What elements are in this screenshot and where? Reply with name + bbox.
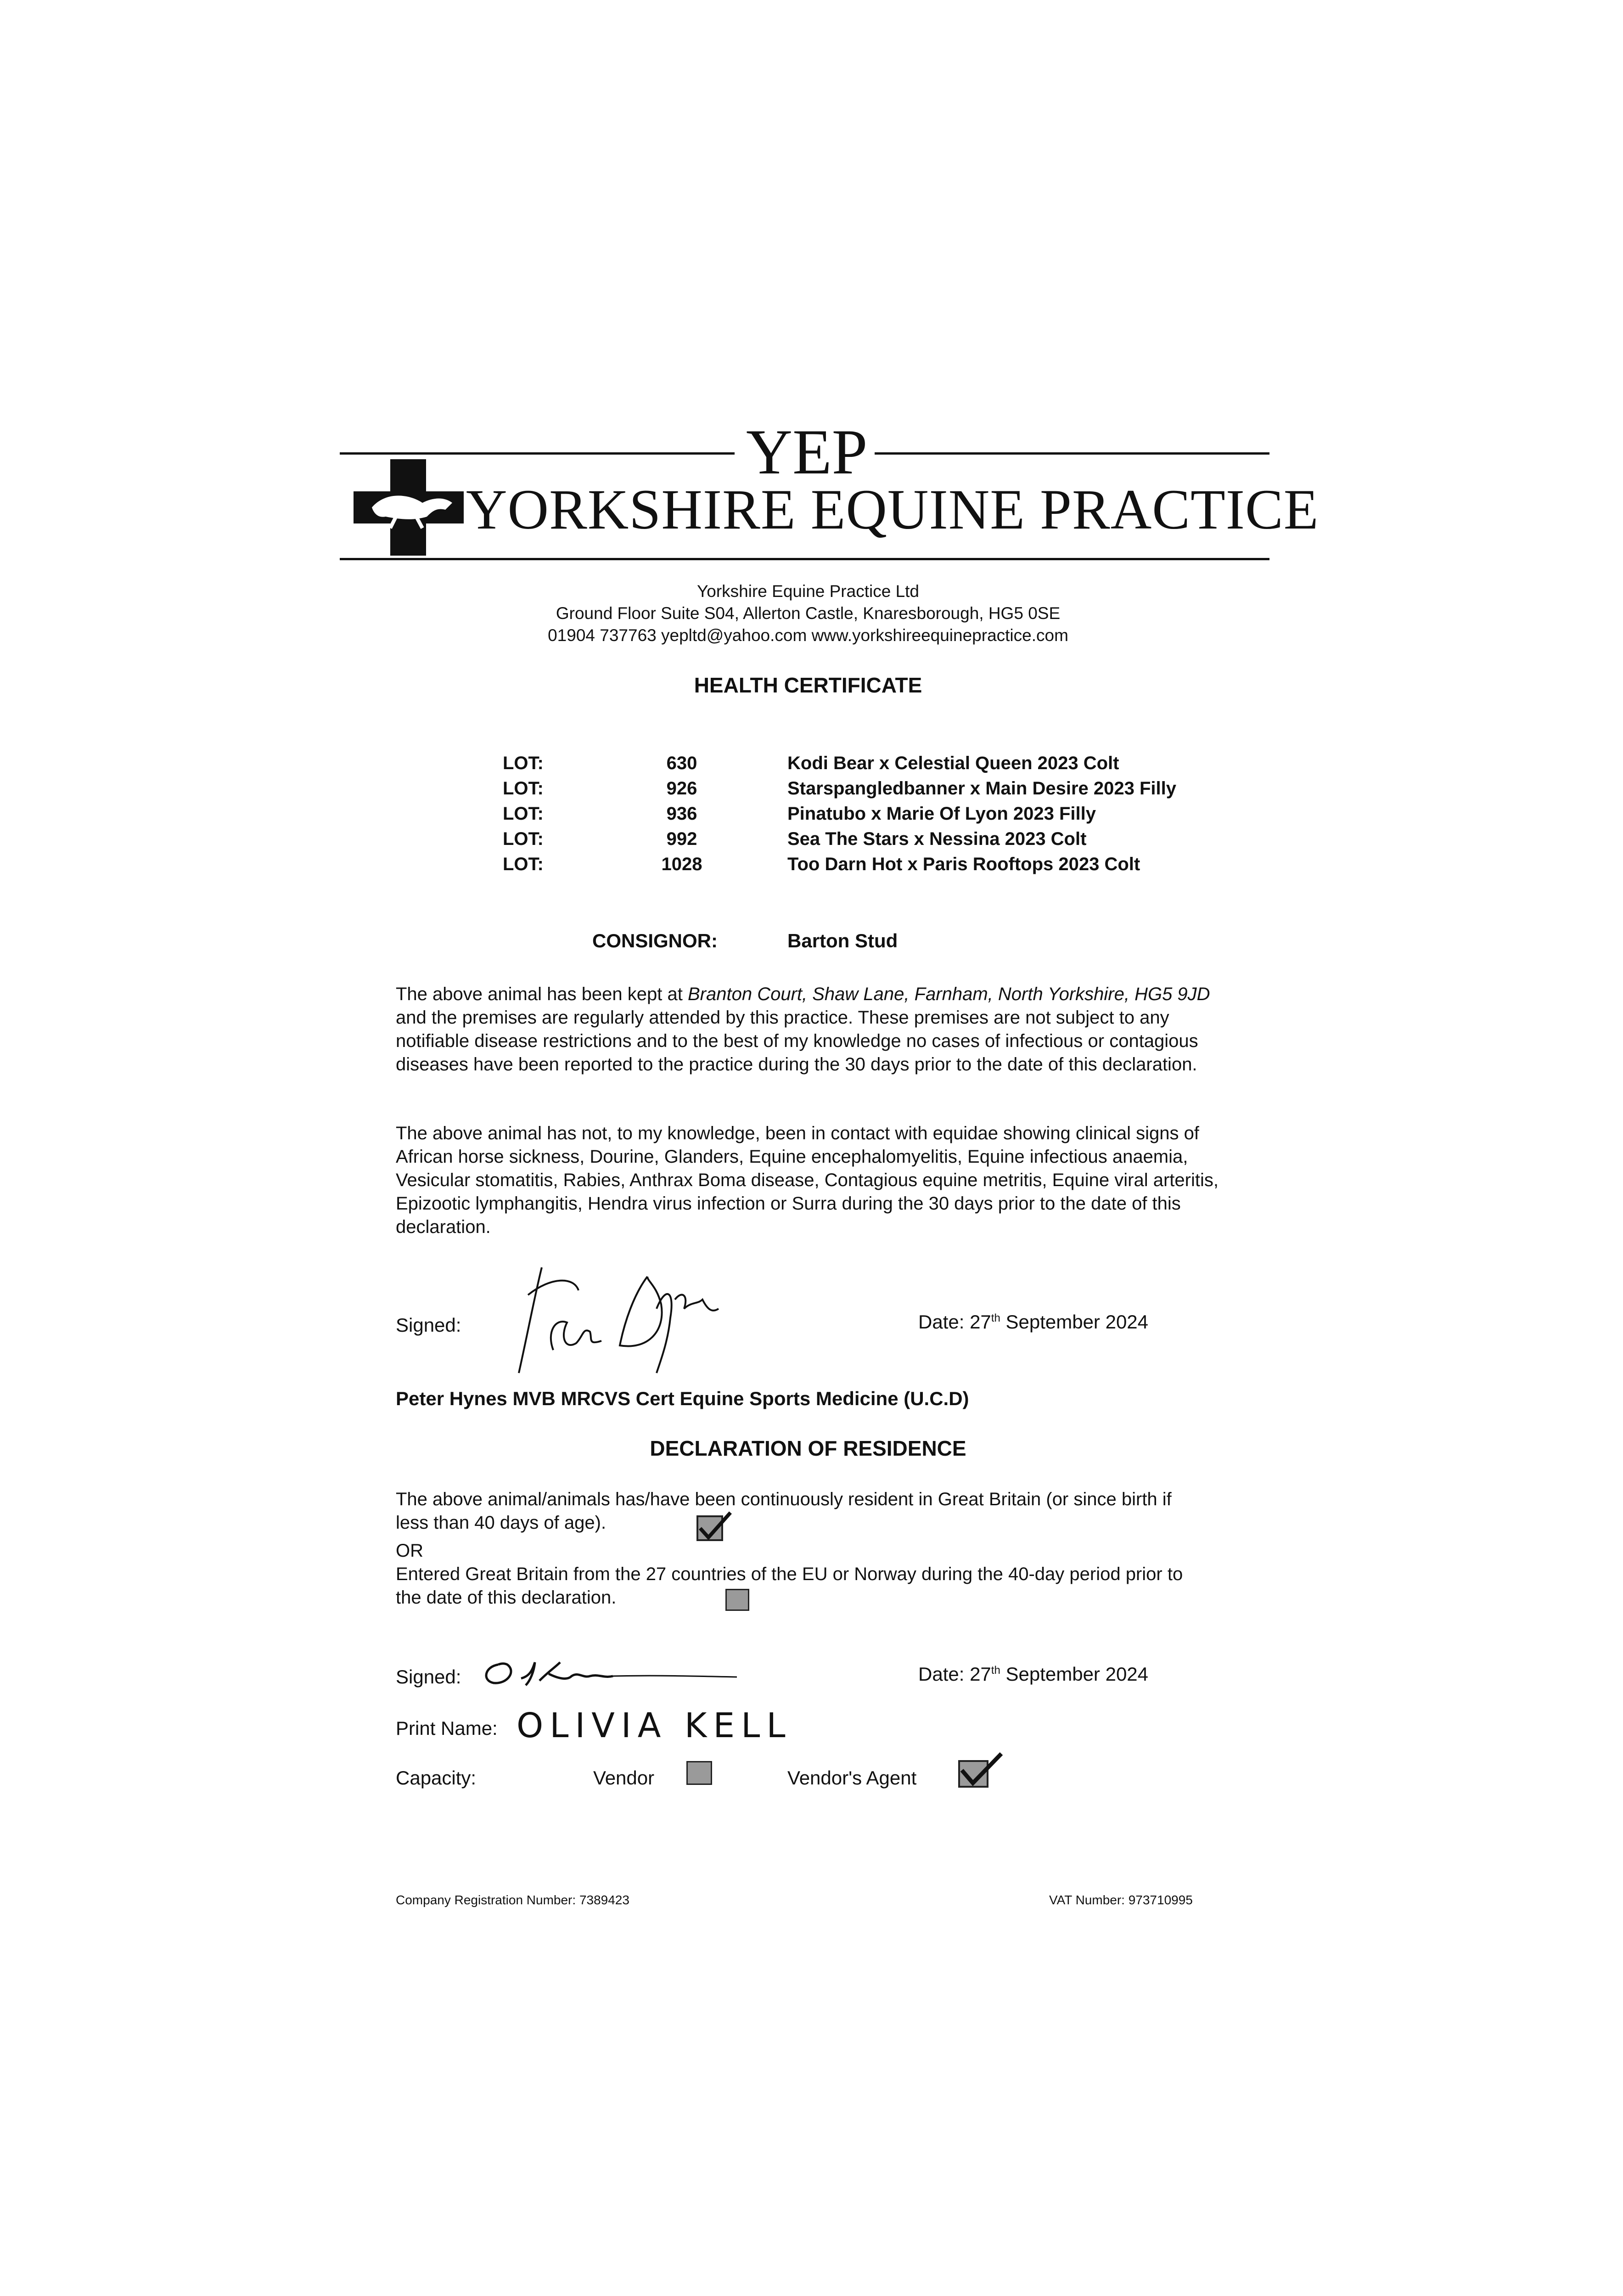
premises-text-start: The above animal has been kept at bbox=[396, 984, 688, 1004]
print-name-label: Print Name: bbox=[396, 1717, 498, 1739]
lot-row bbox=[503, 804, 1260, 829]
lot-number: 992 bbox=[666, 829, 697, 849]
consignor-value: Barton Stud bbox=[787, 930, 898, 951]
premises-address: Branton Court, Shaw Lane, Farnham, North Yorkshire, HG5 9JD bbox=[687, 984, 1210, 1004]
option2-checkbox[interactable] bbox=[725, 1589, 749, 1611]
lot-label: LOT: bbox=[503, 804, 544, 824]
letterhead-full-name: YORKSHIRE EQUINE PRACTICE bbox=[466, 478, 1319, 541]
agent-date bbox=[918, 1663, 1148, 1685]
lot-number: 936 bbox=[666, 804, 697, 824]
vet-date bbox=[918, 1311, 1148, 1333]
lot-description: Pinatubo x Marie Of Lyon 2023 Filly bbox=[787, 804, 1096, 824]
vat-number: VAT Number: 973710995 bbox=[1049, 1893, 1193, 1907]
lot-number: 1028 bbox=[661, 854, 702, 874]
header-rule-bottom bbox=[340, 558, 1269, 560]
vet-signer-name: Peter Hynes MVB MRCVS Cert Equine Sports Medicine (U.C.D) bbox=[396, 1388, 969, 1409]
vendor-agent-label: Vendor's Agent bbox=[787, 1767, 917, 1789]
company-registration: Company Registration Number: 7389423 bbox=[396, 1893, 629, 1907]
agent-date-rest: September 2024 bbox=[1005, 1663, 1149, 1685]
lot-label: LOT: bbox=[503, 778, 544, 799]
lot-label: LOT: bbox=[503, 753, 544, 773]
header-rule-left bbox=[340, 452, 735, 455]
capacity-label: Capacity: bbox=[396, 1767, 477, 1789]
declaration-or: OR bbox=[396, 1541, 423, 1561]
lot-number: 926 bbox=[666, 778, 697, 799]
lot-label: LOT: bbox=[503, 854, 544, 874]
agent-signed-label: Signed: bbox=[396, 1666, 461, 1688]
agent-date-suffix: th bbox=[991, 1664, 1000, 1677]
declaration-title: DECLARATION OF RESIDENCE bbox=[650, 1436, 966, 1460]
premises-text-end: and the premises are regularly attended by this practice. These premises are not subject to any notifiable disease restrictions and to the best of my knowledge no cases of infectious or contagious diseases have been reported to the practice during the 30 days prior to the date of this declaration. bbox=[396, 1007, 1198, 1075]
lot-description: Too Darn Hot x Paris Rooftops 2023 Colt bbox=[787, 854, 1140, 874]
lot-row bbox=[503, 829, 1260, 854]
premises-paragraph bbox=[396, 983, 1222, 1076]
vet-date-day: 27 bbox=[970, 1311, 991, 1333]
consignor-label: CONSIGNOR: bbox=[592, 930, 718, 951]
vet-date-label: Date: bbox=[918, 1311, 965, 1333]
vet-signed-label: Signed: bbox=[396, 1314, 461, 1336]
lot-number: 630 bbox=[666, 753, 697, 773]
vendor-agent-checkbox-checked[interactable] bbox=[957, 1752, 1003, 1789]
lot-label: LOT: bbox=[503, 829, 544, 849]
letterhead-short-name: YEP bbox=[746, 416, 868, 488]
lot-row bbox=[503, 778, 1260, 804]
option1-checkbox-checked[interactable] bbox=[696, 1511, 732, 1543]
company-address: Ground Floor Suite S04, Allerton Castle, Knaresborough, HG5 0SE bbox=[556, 604, 1061, 623]
lot-list bbox=[503, 753, 1260, 879]
agent-date-day: 27 bbox=[970, 1663, 991, 1685]
contact-paragraph: The above animal has not, to my knowledge, been in contact with equidae showing clinical signs of African horse sickness, Dourine, Glanders, Equine encephalomyelitis, Equine infectious anaemia, Vesicular stomatitis, Rabies, Anthrax Boma disease, Contagious equine metritis, Equine viral arteritis, Epizootic lymphangitis, Hendra virus infection or Surra during the 30 days prior to the date of this declaration. bbox=[396, 1123, 1219, 1237]
agent-signature bbox=[480, 1653, 746, 1694]
agent-date-label: Date: bbox=[918, 1663, 965, 1685]
lot-row bbox=[503, 854, 1260, 879]
vet-signature bbox=[510, 1258, 721, 1378]
vet-date-suffix: th bbox=[991, 1312, 1000, 1324]
lot-row bbox=[503, 753, 1260, 778]
vendor-checkbox[interactable] bbox=[686, 1761, 712, 1785]
company-contact: 01904 737763 yepltd@yahoo.com www.yorkshireequinepractice.com bbox=[548, 626, 1068, 645]
declaration-option2: Entered Great Britain from the 27 countries of the EU or Norway during the 40-day period prior to the date of this declaration. bbox=[396, 1564, 1183, 1608]
lot-description: Starspangledbanner x Main Desire 2023 Filly bbox=[787, 778, 1176, 799]
vet-date-rest: September 2024 bbox=[1005, 1311, 1149, 1333]
lot-description: Sea The Stars x Nessina 2023 Colt bbox=[787, 829, 1087, 849]
horse-cross-logo-icon bbox=[354, 459, 464, 556]
vendor-label: Vendor bbox=[593, 1767, 655, 1789]
header-rule-right bbox=[875, 452, 1269, 455]
declaration-option1: The above animal/animals has/have been continuously resident in Great Britain (or since birth if less than 40 days of age). bbox=[396, 1489, 1172, 1533]
lot-description: Kodi Bear x Celestial Queen 2023 Colt bbox=[787, 753, 1119, 773]
print-name-value: OLIVIA KELL bbox=[517, 1706, 792, 1745]
certificate-title: HEALTH CERTIFICATE bbox=[694, 673, 922, 697]
company-name: Yorkshire Equine Practice Ltd bbox=[696, 582, 920, 601]
